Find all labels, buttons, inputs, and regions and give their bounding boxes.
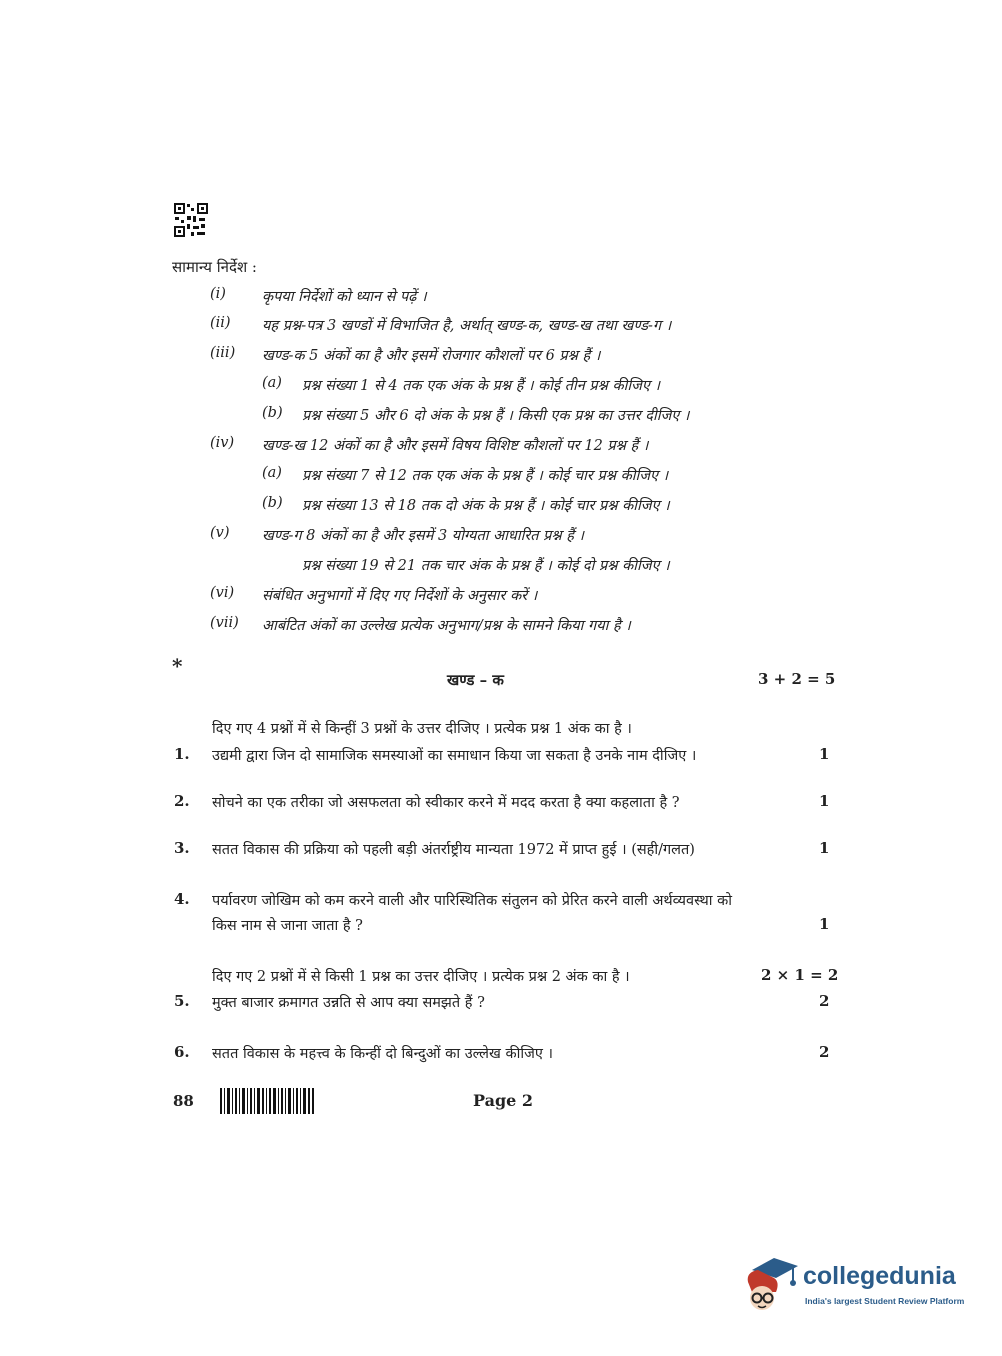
question-marks: 1	[819, 915, 830, 933]
logo-tagline: India's largest Student Review Platform	[805, 1296, 965, 1306]
question-marks: 1	[819, 839, 830, 857]
page-number: Page 2	[473, 1091, 534, 1110]
question-text: सतत विकास की प्रक्रिया को पहली बड़ी अंतर्राष्ट्रीय मान्यता 1972 में प्राप्त हुई । (सही/गलत)	[212, 842, 695, 858]
group2-marks: 2 × 1 = 2	[761, 966, 839, 984]
question-text: सतत विकास के महत्त्व के किन्हीं दो बिन्दुओं का उल्लेख कीजिए ।	[212, 1046, 554, 1062]
general-instructions-heading: सामान्य निर्देश :	[172, 258, 257, 276]
group2-instruction: दिए गए 2 प्रश्नों में से किसी 1 प्रश्न का उत्तर दीजिए । प्रत्येक प्रश्न 2 अंक का है ।	[212, 969, 630, 985]
question-marks: 2	[819, 1043, 830, 1061]
question-number: 4.	[174, 890, 190, 908]
question-text: पर्यावरण जोखिम को कम करने वाली और पारिस्थितिक संतुलन को प्रेरित करने वाली अर्थव्यवस्था को	[212, 893, 732, 909]
question-number: 3.	[174, 839, 190, 857]
question-text: उद्यमी द्वारा जिन दो सामाजिक समस्याओं का समाधान किया जा सकता है उनके नाम दीजिए ।	[212, 748, 697, 764]
question-marks: 1	[819, 792, 830, 810]
question-number: 1.	[174, 745, 190, 763]
question-text-continued: किस नाम से जाना जाता है ?	[212, 918, 363, 934]
question-number: 5.	[174, 992, 190, 1010]
barcode-icon	[220, 1088, 314, 1114]
logo-wordmark: collegedunia	[803, 1262, 956, 1290]
paper-code: 88	[173, 1092, 194, 1110]
question-number: 6.	[174, 1043, 190, 1061]
collegedunia-mascot-icon	[742, 1252, 800, 1314]
question-number: 2.	[174, 792, 190, 810]
qr-code-icon	[173, 202, 209, 238]
question-text: मुक्त बाजार क्रमागत उन्नति से आप क्या समझते हैं ?	[212, 995, 485, 1011]
group1-instruction: दिए गए 4 प्रश्नों में से किन्हीं 3 प्रश्नों के उत्तर दीजिए । प्रत्येक प्रश्न 1 अंक का है ।	[212, 721, 632, 737]
question-text: सोचने का एक तरीका जो असफलता को स्वीकार करने में मदद करता है क्या कहलाता है ?	[212, 795, 680, 811]
question-marks: 1	[819, 745, 830, 763]
question-marks: 2	[819, 992, 830, 1010]
star-mark: *	[172, 654, 183, 678]
section-title: खण्ड – क	[447, 671, 504, 689]
section-marks: 3 + 2 = 5	[758, 670, 836, 688]
